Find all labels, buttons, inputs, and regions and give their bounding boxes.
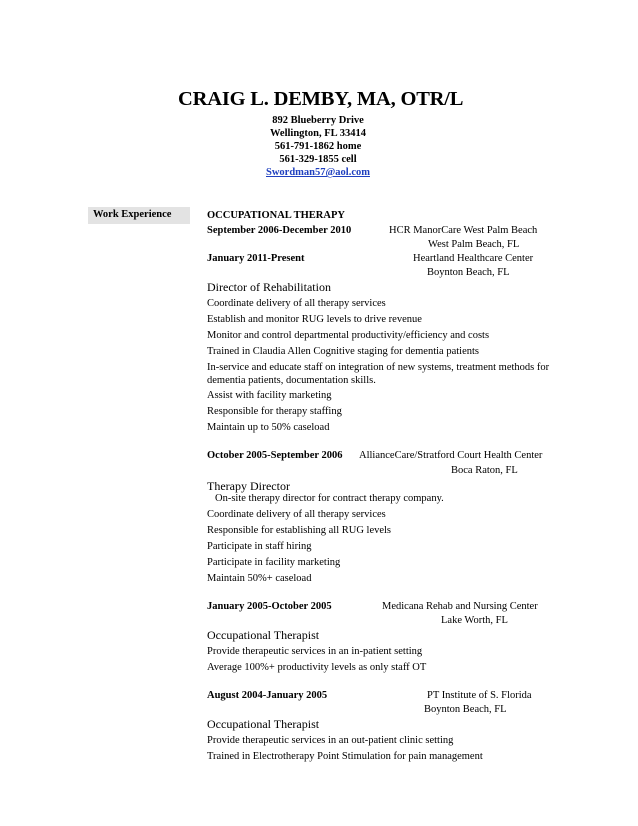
occupational-therapy-heading: OCCUPATIONAL THERAPY (207, 210, 345, 221)
cell-phone: 561-329-1855 cell (279, 154, 357, 165)
job2-duty: Responsible for establishing all RUG levels (207, 525, 392, 536)
city-line: Wellington, FL 33414 (270, 128, 366, 139)
job1-dates-b: January 2011-Present (207, 253, 305, 264)
job2-title: Therapy Director (207, 479, 290, 493)
section-label-box (88, 207, 190, 224)
job1-title: Director of Rehabilitation (207, 280, 331, 294)
job1-duty: Trained in Claudia Allen Cognitive staging for dementia patients (207, 346, 479, 357)
job2-duty: Coordinate delivery of all therapy services (207, 509, 386, 520)
job1-location-b: Boynton Beach, FL (427, 267, 510, 278)
job1-duty: Establish and monitor RUG levels to drive revenue (207, 314, 422, 325)
job1-org-a: HCR ManorCare West Palm Beach (389, 225, 538, 236)
job2-duty: Maintain 50%+ caseload (207, 573, 312, 584)
job1-duty: Monitor and control departmental productivity/efficiency and costs (207, 330, 490, 341)
job2-location: Boca Raton, FL (451, 465, 518, 476)
job1-duty: Assist with facility marketing (207, 390, 332, 401)
job4-org: PT Institute of S. Florida (427, 690, 532, 701)
job3-org: Medicana Rehab and Nursing Center (382, 601, 538, 612)
job1-org-b: Heartland Healthcare Center (413, 253, 534, 264)
job3-location: Lake Worth, FL (441, 615, 508, 626)
job3-duty: Average 100%+ productivity levels as only staff OT (207, 662, 427, 673)
job4-dates: August 2004-January 2005 (207, 690, 328, 701)
address-line: 892 Blueberry Drive (272, 115, 364, 126)
job2-subtitle: On-site therapy director for contract therapy company. (215, 493, 444, 504)
job3-title: Occupational Therapist (207, 628, 320, 642)
job1-duty: dementia patients, documentation skills. (207, 375, 376, 386)
job3-duty: Provide therapeutic services in an in-patient setting (207, 646, 423, 657)
job4-duty: Trained in Electrotherapy Point Stimulation for pain management (207, 751, 483, 762)
home-phone: 561-791-1862 home (274, 141, 362, 152)
job1-dates-a: September 2006-December 2010 (207, 225, 352, 236)
candidate-name: CRAIG L. DEMBY, MA, OTR/L (178, 88, 464, 110)
job3-dates: January 2005-October 2005 (207, 601, 332, 612)
job1-duty: In-service and educate staff on integration of new systems, treatment methods for (207, 362, 550, 373)
job2-org: AllianceCare/Stratford Court Health Center (359, 450, 543, 461)
job1-duty: Coordinate delivery of all therapy services (207, 298, 386, 309)
job4-location: Boynton Beach, FL (424, 704, 507, 715)
email-link[interactable]: Swordman57@aol.com (266, 167, 370, 178)
work-experience-label: Work Experience (93, 209, 172, 220)
job1-duty: Maintain up to 50% caseload (207, 422, 330, 433)
job2-duty: Participate in staff hiring (207, 541, 312, 552)
job2-dates: October 2005-September 2006 (207, 450, 343, 461)
job4-duty: Provide therapeutic services in an out-patient clinic setting (207, 735, 454, 746)
job1-duty: Responsible for therapy staffing (207, 406, 342, 417)
job2-duty: Participate in facility marketing (207, 557, 341, 568)
job4-title: Occupational Therapist (207, 717, 320, 731)
job1-location-a: West Palm Beach, FL (428, 239, 520, 250)
